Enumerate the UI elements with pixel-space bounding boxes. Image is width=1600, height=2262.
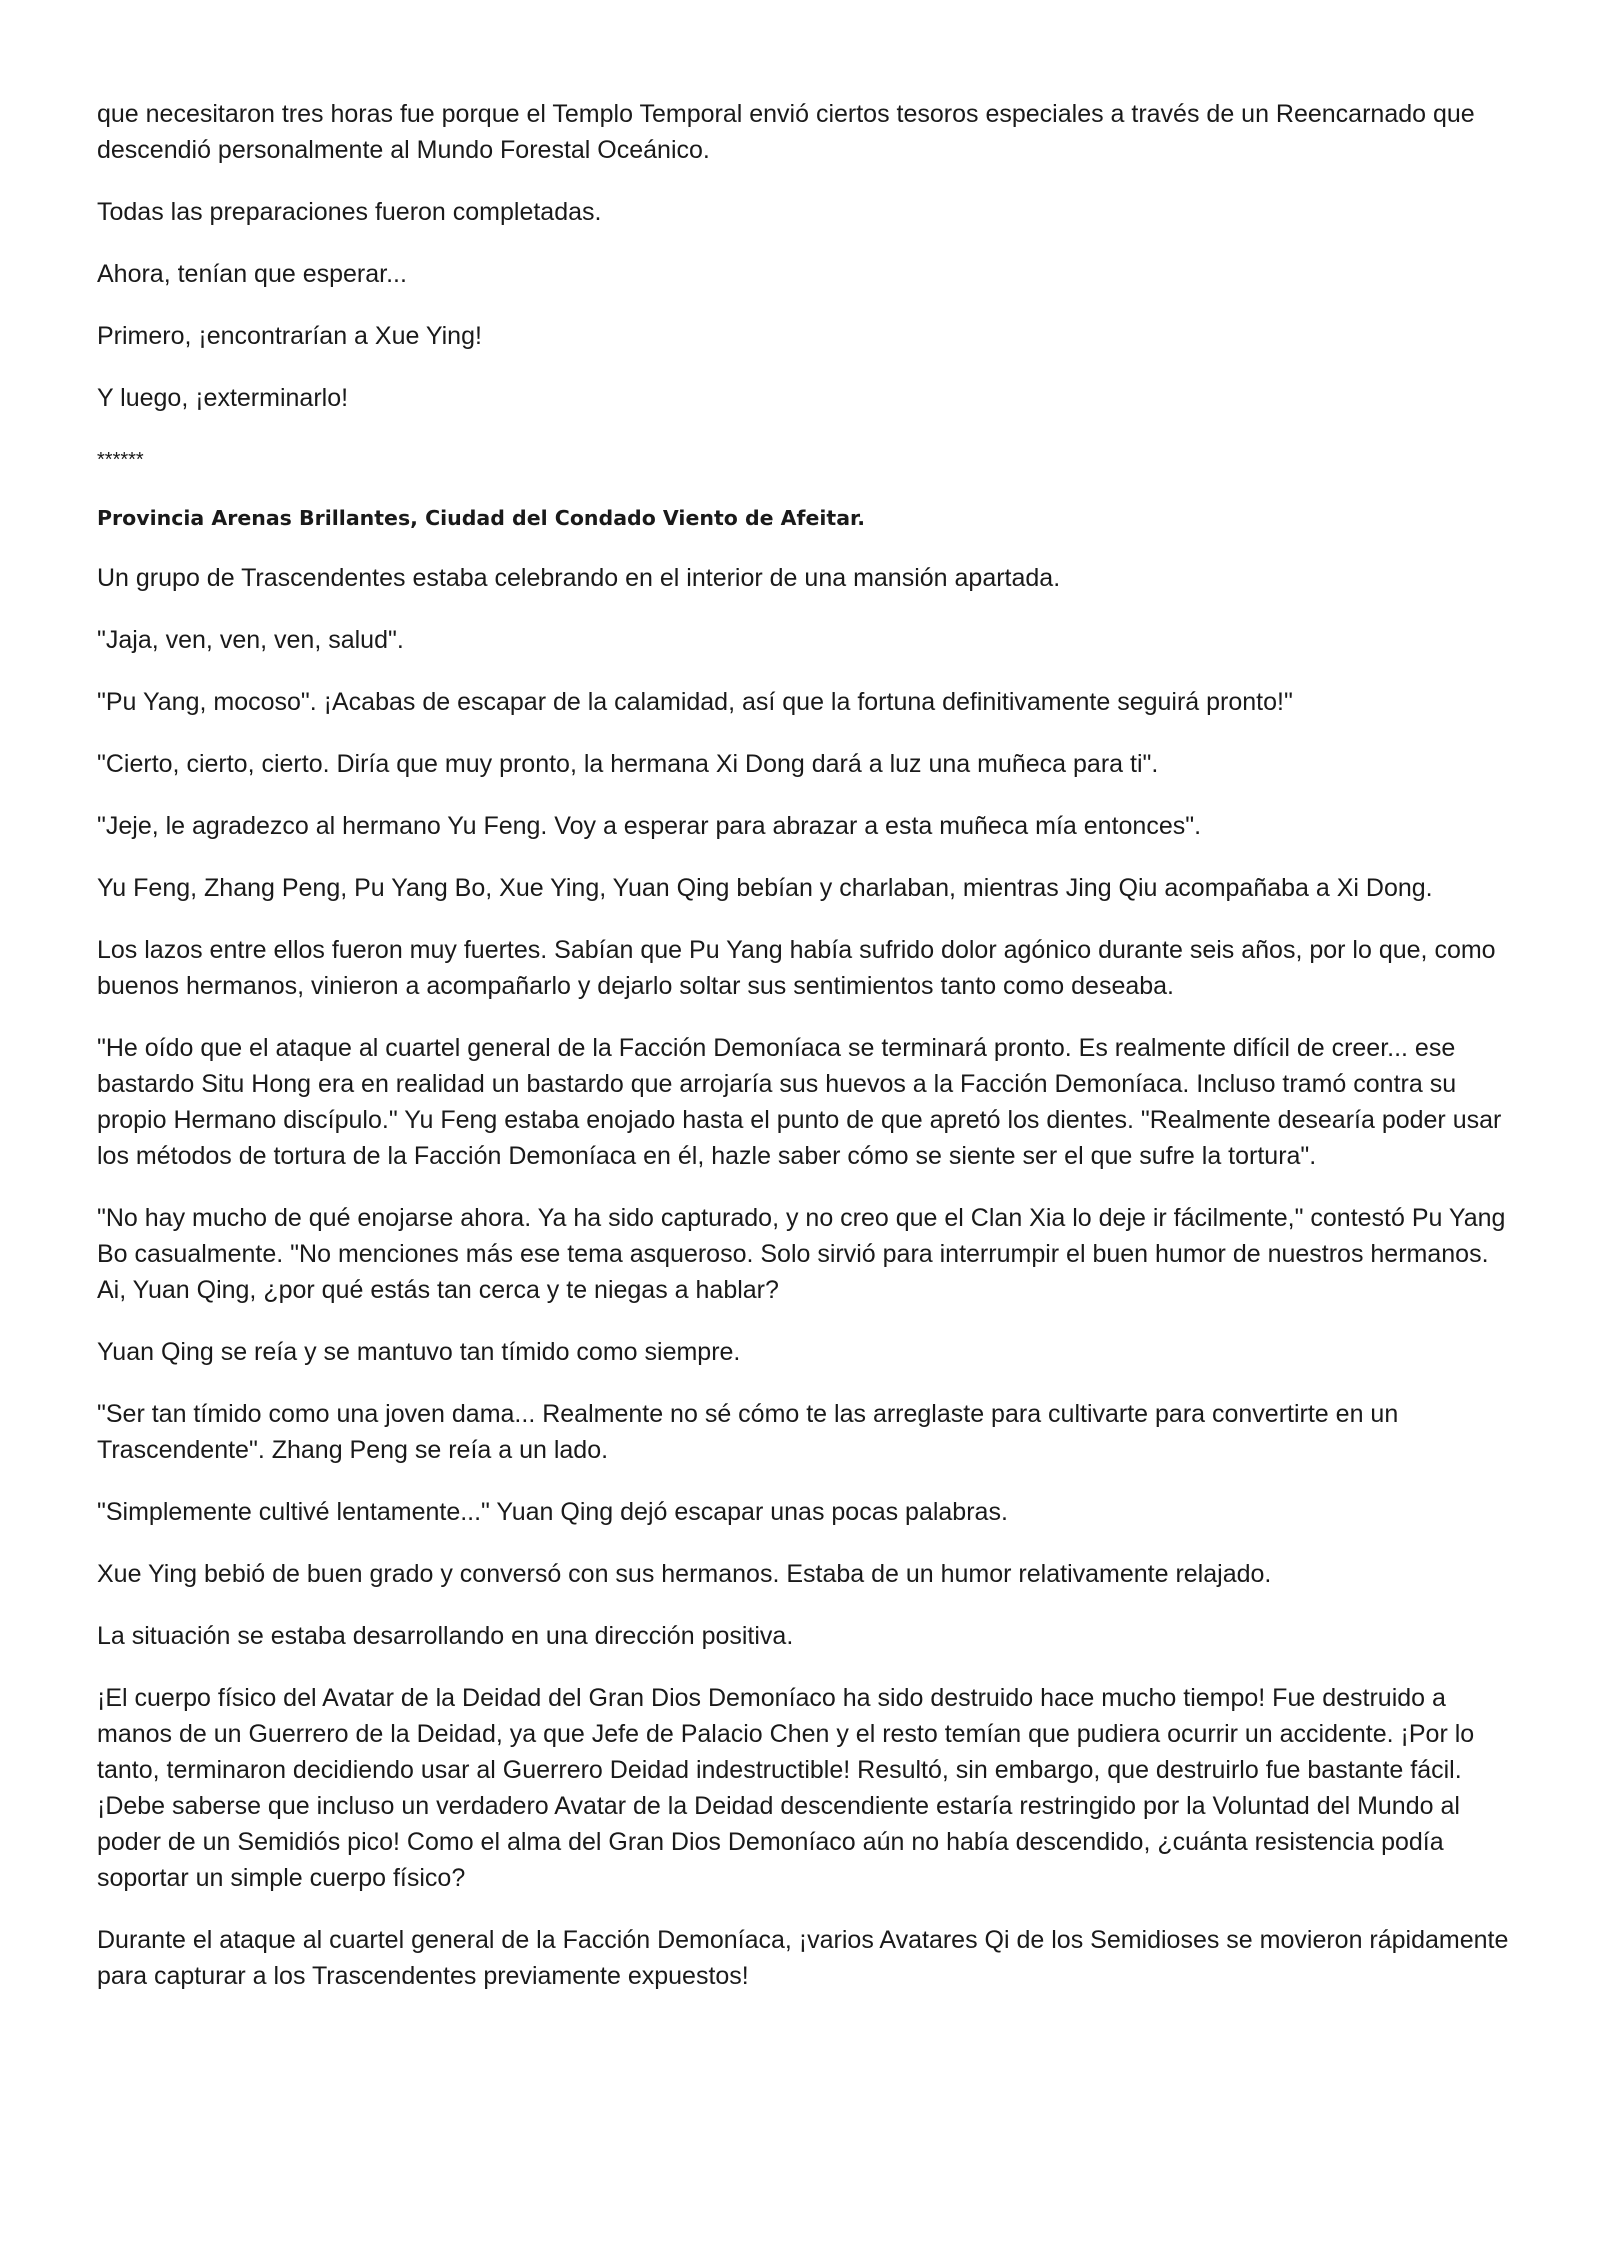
paragraph: Yuan Qing se reía y se mantuvo tan tímido como siempre. xyxy=(97,1338,741,1366)
document-page xyxy=(97,96,1517,2020)
paragraph: Los lazos entre ellos fueron muy fuertes. Sabían que Pu Yang había sufrido dolor agónico durante seis años, por lo que, como buenos hermanos, vinieron a acompañarlo y dejarlo soltar sus sentimientos tanto como deseaba. xyxy=(97,936,1496,1000)
section-separator: ****** xyxy=(97,449,144,471)
paragraph: Primero, ¡encontrarían a Xue Ying! xyxy=(97,322,482,350)
paragraph: "He oído que el ataque al cuartel general de la Facción Demoníaca se terminará pronto. Es realmente difícil de creer... ese bastardo Situ Hong era en realidad un bastardo que arrojaría sus huevos a la Facción Demoníaca. Incluso tramó contra su propio Hermano discípulo." Yu Feng estaba enojado hasta el punto de que apretó los dientes. "Realmente desearía poder usar los métodos de tortura de la Facción Demoníaca en él, hazle saber cómo se siente ser el que sufre la tortura". xyxy=(97,1034,1502,1170)
paragraph: ¡El cuerpo físico del Avatar de la Deidad del Gran Dios Demoníaco ha sido destruido hace mucho tiempo! Fue destruido a manos de un Guerrero de la Deidad, ya que Jefe de Palacio Chen y el resto temían que pudiera ocurrir un accidente. ¡Por lo tanto, terminaron decidiendo usar al Guerrero Deidad indestructible! Resultó, sin embargo, que destruirlo fue bastante fácil. ¡Debe saberse que incluso un verdadero Avatar de la Deidad descendiente estaría restringido por la Voluntad del Mundo al poder de un Semidiós pico! Como el alma del Gran Dios Demoníaco aún no había descendido, ¿cuánta resistencia podía soportar un simple cuerpo físico? xyxy=(97,1684,1475,1892)
paragraph: Todas las preparaciones fueron completadas. xyxy=(97,198,602,226)
paragraph: Durante el ataque al cuartel general de la Facción Demoníaca, ¡varios Avatares Qi de los Semidioses se movieron rápidamente para capturar a los Trascendentes previamente expuestos! xyxy=(97,1926,1509,1990)
paragraph: Xue Ying bebió de buen grado y conversó con sus hermanos. Estaba de un humor relativamente relajado. xyxy=(97,1560,1272,1588)
paragraph: "Jaja, ven, ven, ven, salud". xyxy=(97,626,404,654)
paragraph: Yu Feng, Zhang Peng, Pu Yang Bo, Xue Ying, Yuan Qing bebían y charlaban, mientras Jing Qiu acompañaba a Xi Dong. xyxy=(97,874,1433,902)
paragraph: "No hay mucho de qué enojarse ahora. Ya ha sido capturado, y no creo que el Clan Xia lo deje ir fácilmente," contestó Pu Yang Bo casualmente. "No menciones más ese tema asqueroso. Solo sirvió para interrumpir el buen humor de nuestros hermanos. Ai, Yuan Qing, ¿por qué estás tan cerca y te niegas a hablar? xyxy=(97,1204,1506,1304)
section-heading: Provincia Arenas Brillantes, Ciudad del Condado Viento de Afeitar. xyxy=(97,506,866,530)
paragraph: que necesitaron tres horas fue porque el Templo Temporal envió ciertos tesoros especiales a través de un Reencarnado que descendió personalmente al Mundo Forestal Oceánico. xyxy=(97,100,1475,164)
paragraph: La situación se estaba desarrollando en una dirección positiva. xyxy=(97,1622,794,1650)
paragraph: "Simplemente cultivé lentamente..." Yuan Qing dejó escapar unas pocas palabras. xyxy=(97,1498,1008,1526)
paragraph: Y luego, ¡exterminarlo! xyxy=(97,384,349,412)
paragraph: Un grupo de Trascendentes estaba celebrando en el interior de una mansión apartada. xyxy=(97,564,1061,592)
paragraph: "Pu Yang, mocoso". ¡Acabas de escapar de la calamidad, así que la fortuna definitivamente seguirá pronto!" xyxy=(97,688,1293,716)
paragraph: "Jeje, le agradezco al hermano Yu Feng. Voy a esperar para abrazar a esta muñeca mía entonces". xyxy=(97,812,1202,840)
paragraph: "Cierto, cierto, cierto. Diría que muy pronto, la hermana Xi Dong dará a luz una muñeca para ti". xyxy=(97,750,1159,778)
paragraph: Ahora, tenían que esperar... xyxy=(97,260,407,288)
paragraph: "Ser tan tímido como una joven dama... Realmente no sé cómo te las arreglaste para cultivarte para convertirte en un Trascendente". Zhang Peng se reía a un lado. xyxy=(97,1400,1399,1464)
